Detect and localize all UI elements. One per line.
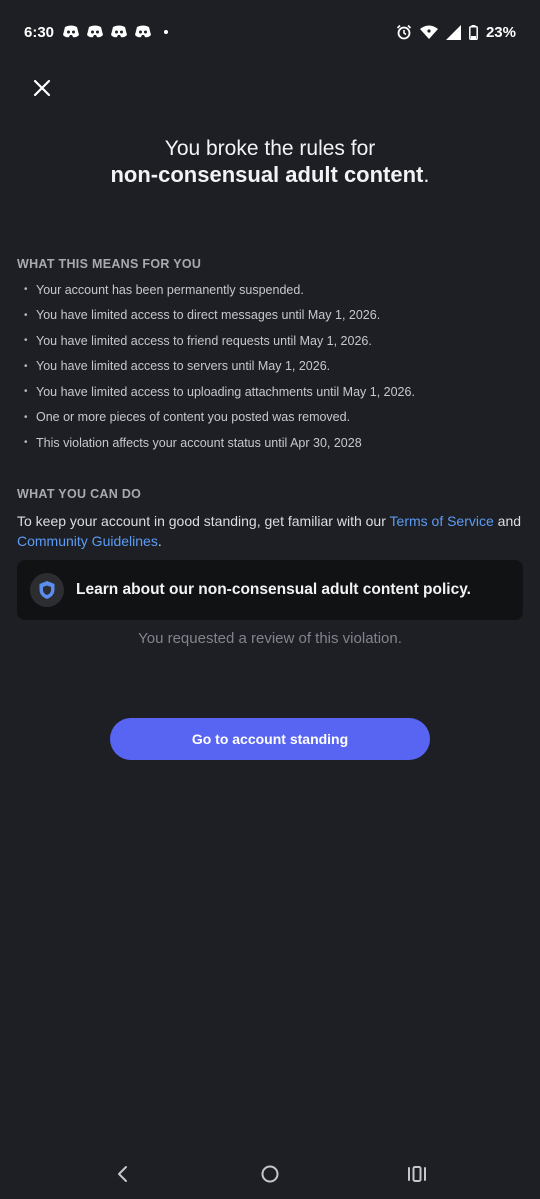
- wifi-icon: [420, 25, 438, 40]
- consequence-list: [17, 277, 523, 456]
- status-bar: [0, 0, 540, 64]
- list-item-text: You have limited access to servers until May 1, 2026.: [36, 359, 331, 374]
- cando-section-label: WHAT YOU CAN DO: [17, 487, 142, 501]
- title-rule-name: non-consensual adult content: [110, 162, 424, 187]
- list-item-text: You have limited access to direct messages until May 1, 2026.: [36, 308, 381, 323]
- list-item-text: Your account has been permanently suspended.: [36, 282, 304, 297]
- nav-recents-button[interactable]: [401, 1158, 433, 1190]
- list-item-text: You have limited access to uploading attachments until May 1, 2026.: [36, 384, 415, 399]
- title-line-2: [60, 162, 480, 188]
- nav-home-button[interactable]: [254, 1158, 286, 1190]
- list-item: [17, 354, 523, 380]
- cando-text: [17, 511, 523, 551]
- recents-icon: [407, 1165, 427, 1183]
- list-item: [17, 405, 523, 431]
- close-button[interactable]: [24, 70, 60, 106]
- signal-icon: [446, 25, 461, 40]
- close-icon: [33, 79, 51, 97]
- terms-of-service-link[interactable]: Terms of Service: [389, 513, 494, 529]
- list-item-text: You have limited access to friend requests until May 1, 2026.: [36, 333, 372, 348]
- status-right: [396, 24, 516, 41]
- title-line-1: You broke the rules for: [164, 137, 376, 160]
- notification-icons: [62, 25, 168, 39]
- go-to-account-standing-button[interactable]: Go to account standing: [110, 718, 430, 760]
- means-section-label: WHAT THIS MEANS FOR YOU: [17, 257, 202, 271]
- list-item: [17, 303, 523, 329]
- title-period: .: [423, 162, 430, 187]
- policy-icon-badge: [30, 573, 64, 607]
- list-item: [17, 277, 523, 303]
- home-icon: [260, 1164, 280, 1184]
- bullet-mark: •: [24, 360, 28, 372]
- list-item: [17, 430, 523, 456]
- shield-icon: [38, 580, 56, 600]
- more-notifications-dot: [164, 30, 168, 34]
- status-left: [24, 24, 168, 41]
- list-item-text: One or more pieces of content you posted was removed.: [36, 410, 351, 425]
- list-item: [17, 328, 523, 354]
- bullet-mark: •: [24, 335, 28, 347]
- policy-card-text: Learn about our non-consensual adult content policy.: [76, 581, 471, 598]
- discord-icon: [110, 25, 128, 39]
- cando-text-end: .: [157, 533, 162, 549]
- cando-text-and: and: [493, 513, 522, 529]
- list-item-text: This violation affects your account status until Apr 30, 2028: [36, 435, 362, 450]
- review-status-text: You requested a review of this violation.: [138, 630, 402, 647]
- battery-icon: [469, 25, 478, 40]
- discord-icon: [86, 25, 104, 39]
- bullet-mark: •: [24, 309, 28, 321]
- discord-icon: [62, 25, 80, 39]
- discord-icon: [134, 25, 152, 39]
- page-title: [60, 136, 480, 188]
- list-item: [17, 379, 523, 405]
- system-nav-bar: [0, 1150, 540, 1199]
- bullet-mark: •: [24, 411, 28, 423]
- community-guidelines-link[interactable]: Community Guidelines: [17, 533, 158, 549]
- cando-text-before: To keep your account in good standing, get familiar with our: [17, 513, 390, 529]
- alarm-icon: [396, 24, 412, 40]
- nav-back-button[interactable]: [106, 1158, 138, 1190]
- bullet-mark: •: [24, 284, 28, 296]
- status-time: 6:30: [24, 23, 55, 41]
- policy-card[interactable]: [17, 560, 523, 620]
- bullet-mark: •: [24, 386, 28, 398]
- bullet-mark: •: [24, 437, 28, 449]
- battery-percent: 23%: [485, 23, 516, 41]
- back-icon: [115, 1165, 129, 1183]
